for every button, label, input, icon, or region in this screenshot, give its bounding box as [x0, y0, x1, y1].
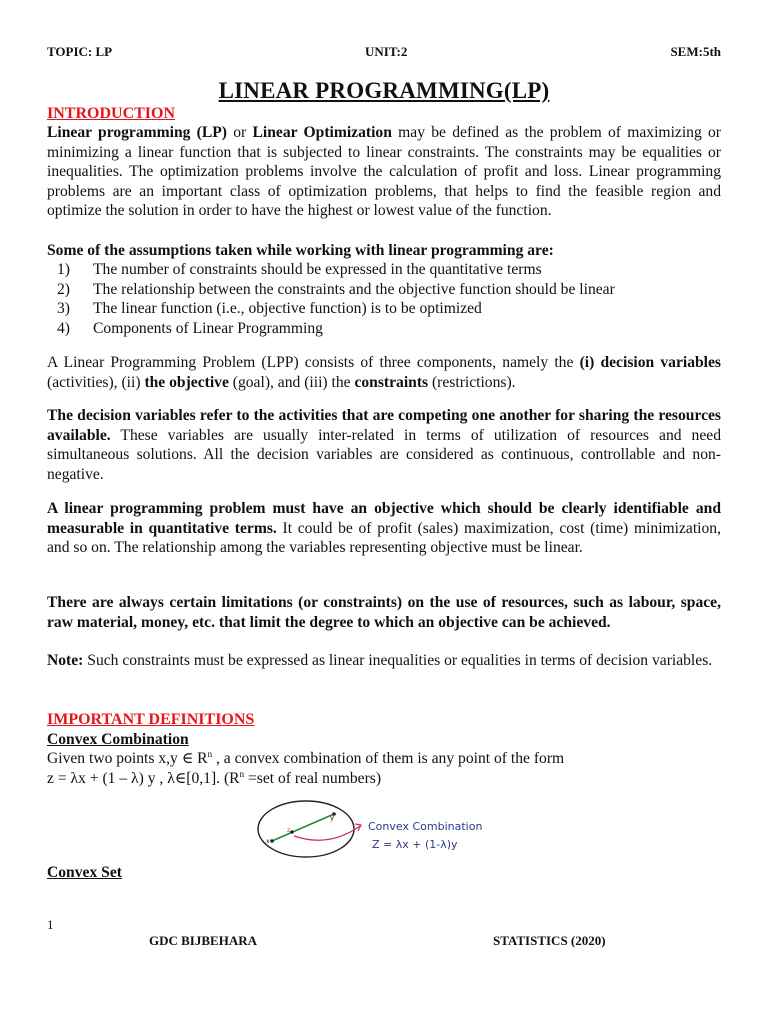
assumption-text: The relationship between the constraints and the objective function should be linear [93, 280, 615, 298]
assumption-item [47, 319, 721, 339]
intro-heading: INTRODUCTION [47, 105, 176, 122]
p2-bold-2: the objective [144, 373, 229, 391]
p2-bold-3: constraints [354, 373, 429, 391]
figure-formula: Z = λx + (1-λ)y [372, 838, 458, 851]
assumption-item [47, 260, 721, 280]
p2-text-3: (goal), and (iii) the [228, 373, 355, 391]
assumption-number: 1) [57, 261, 70, 278]
footer-college: GDC BIJBEHARA [149, 933, 257, 948]
p4-bold: A linear programming problem must have an objective which should be clearly identifiable and measurable in quantitative terms. [47, 500, 721, 537]
figure-title: Convex Combination [368, 820, 483, 833]
p4-text: It could be of profit (sales) maximization, cost (time) minimization, and so on. The relationship among the variables representing objective must be linear. [47, 519, 722, 556]
convex-set-heading-wrap [47, 863, 721, 883]
assumption-text: The number of constraints should be expressed in the quantitative terms [93, 261, 542, 278]
intro-paragraph-4 [47, 499, 721, 558]
cc-line2-a: z = λx + (1 – λ) y , λ∈[0,1]. (R [47, 770, 240, 787]
page-title: LINEAR PROGRAMMING(LP) [218, 78, 550, 103]
convex-combination-figure [254, 796, 494, 862]
intro-heading-wrap [47, 104, 721, 124]
cc-line1-sup: n [207, 748, 213, 759]
intro-paragraph-1 [47, 123, 721, 221]
figure-label-x: x [266, 838, 270, 845]
assumption-text: The linear function (i.e., objective function) is to be optimized [93, 300, 482, 317]
p1-text-2: may be defined as the problem of maximizing or minimizing a linear function that is subjected to linear constraints. The constraints may be equalities or inequalities. The optimization problems involve the calculation of profit and loss. Linear programming problems are an important class of optimization problems, that helps to find the feasible region and optimize the solution in order to have the highest or lowest value of the function. [47, 124, 721, 219]
cc-line1-a: Given two points x,y ∈ R [47, 750, 208, 767]
intro-paragraph-2 [47, 353, 721, 392]
note-text: Such constraints must be expressed as linear inequalities or equalities in terms of decision variables. [83, 652, 713, 669]
p3-bold: The decision variables refer to the activities that are competing one another for sharing the resources available. [47, 407, 721, 444]
intro-paragraph-5 [47, 593, 721, 632]
figure-point-z [290, 830, 294, 834]
assumptions-heading-text: Some of the assumptions taken while working with linear programming are: [47, 242, 554, 259]
figure-arrow [294, 826, 360, 840]
note-paragraph [47, 651, 721, 671]
assumptions-heading [47, 241, 721, 261]
header-topic: TOPIC: LP [47, 44, 113, 59]
p2-text-1: A Linear Programming Problem (LPP) consists of three components, namely the [47, 354, 580, 371]
convex-combination-line-1 [47, 749, 721, 769]
assumption-text: Components of Linear Programming [93, 319, 323, 337]
p2-text-4: (restrictions). [428, 373, 516, 391]
p1-text-1: or [233, 124, 253, 141]
page-number: 1 [47, 917, 54, 932]
p5-bold: There are always certain limitations (or constraints) on the use of resources, such as labour, space, raw material, money, etc. that limit the degree to which an objective can be achieved. [47, 594, 721, 631]
figure-segment [272, 814, 334, 841]
convex-set-heading: Convex Set [47, 864, 122, 881]
header-sem: SEM:5th [670, 44, 721, 59]
p2-text-2: (activities), (ii) [47, 373, 145, 391]
footer-subject: STATISTICS (2020) [493, 933, 606, 948]
note-label: Note: [47, 652, 84, 669]
assumptions-list [47, 260, 721, 338]
p3-text: These variables are usually inter-related in terms of utilization of resources and need simultaneous solutions. All the decision variables are considered as continuous, controllable and non-negative. [47, 426, 721, 483]
figure-label-z: z [287, 827, 291, 834]
page-header [47, 44, 721, 62]
intro-paragraph-3 [47, 406, 721, 484]
term-linear-programming: Linear programming (LP) [47, 124, 234, 141]
figure-point-x [270, 839, 274, 843]
cc-line1-b: , a convex combination of them is any point of the form [212, 750, 565, 767]
assumption-number: 4) [57, 319, 70, 337]
figure-label-y: y [330, 814, 335, 822]
cc-line2-sup: n [239, 768, 245, 779]
definitions-heading-wrap [47, 710, 721, 730]
assumption-item [47, 280, 721, 300]
definitions-heading: IMPORTANT DEFINITIONS [47, 711, 255, 728]
p2-bold-1: (i) decision variables [579, 354, 721, 371]
convex-combination-line-2 [47, 769, 721, 789]
assumption-number: 3) [57, 300, 70, 317]
assumption-item [47, 299, 721, 319]
header-unit: UNIT:2 [365, 44, 408, 59]
figure-ellipse [258, 801, 354, 857]
convex-combination-heading: Convex Combination [47, 731, 189, 748]
assumption-number: 2) [57, 280, 70, 298]
convex-combination-heading-wrap [47, 730, 721, 750]
cc-line2-b: =set of real numbers) [244, 770, 382, 787]
term-linear-optimization: Linear Optimization [252, 124, 392, 141]
